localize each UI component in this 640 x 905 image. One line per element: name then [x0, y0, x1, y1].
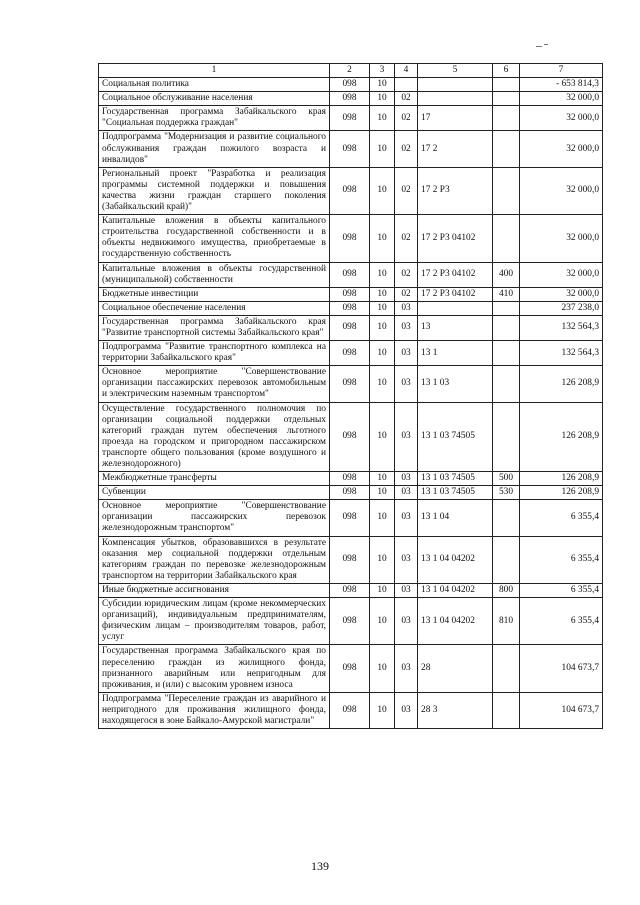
article-code: 17 2 P3 04102	[418, 262, 493, 287]
expense-type	[493, 645, 520, 692]
amount: 132 564,3	[520, 315, 603, 340]
admin-code: 098	[330, 598, 370, 645]
subsection-code: 02	[395, 131, 418, 167]
admin-code: 098	[330, 262, 370, 287]
row-name: Субвенции	[99, 486, 330, 500]
row-name: Социальное обеспечение населения	[99, 301, 330, 315]
article-code	[418, 92, 493, 106]
article-code: 13 1	[418, 341, 493, 366]
article-code: 13 1 03	[418, 366, 493, 402]
subsection-code: 02	[395, 167, 418, 214]
expense-type	[493, 402, 520, 472]
budget-table	[98, 63, 603, 729]
article-code: 17	[418, 106, 493, 131]
admin-code: 098	[330, 583, 370, 597]
section-code: 10	[370, 167, 395, 214]
admin-code: 098	[330, 106, 370, 131]
table-row	[99, 486, 603, 500]
row-name: Подпрограмма "Модернизация и развитие социального обслуживания граждан пожилого возраста и инвалидов"	[99, 131, 330, 167]
article-code: 13	[418, 315, 493, 340]
section-code: 10	[370, 131, 395, 167]
table-row	[99, 315, 603, 340]
row-name: Основное мероприятие "Совершенствование организации пассажирских перевозок железнодорожным транспортом"	[99, 500, 330, 536]
section-code: 10	[370, 402, 395, 472]
subsection-code: 03	[395, 315, 418, 340]
subsection-code: 03	[395, 583, 418, 597]
row-name: Региональный проект "Разработка и реализация программы системной поддержки и повышения качества жизни граждан старшего поколения (Забайкальский край)"	[99, 167, 330, 214]
subsection-code: 02	[395, 92, 418, 106]
article-code: 13 1 03 74505	[418, 472, 493, 486]
subsection-code: 03	[395, 598, 418, 645]
section-code: 10	[370, 583, 395, 597]
admin-code: 098	[330, 402, 370, 472]
expense-type	[493, 500, 520, 536]
amount: 32 000,0	[520, 262, 603, 287]
table-row	[99, 92, 603, 106]
expense-type: 530	[493, 486, 520, 500]
article-code: 13 1 03 74505	[418, 402, 493, 472]
amount: 126 208,9	[520, 366, 603, 402]
expense-type	[493, 167, 520, 214]
amount: 32 000,0	[520, 92, 603, 106]
section-code: 10	[370, 472, 395, 486]
subsection-code	[395, 78, 418, 92]
admin-code: 098	[330, 215, 370, 262]
expense-type	[493, 215, 520, 262]
admin-code: 098	[330, 645, 370, 692]
expense-type	[493, 536, 520, 583]
row-name: Социальное обслуживание населения	[99, 92, 330, 106]
article-code: 28	[418, 645, 493, 692]
subsection-code: 03	[395, 402, 418, 472]
row-name: Субсидии юридическим лицам (кроме некоммерческих организаций), индивидуальным предпринимателям, физическим лицам – производителям товаров, работ, услуг	[99, 598, 330, 645]
expense-type	[493, 341, 520, 366]
expense-type: 400	[493, 262, 520, 287]
table-row	[99, 472, 603, 486]
amount: 32 000,0	[520, 215, 603, 262]
expense-type	[493, 301, 520, 315]
admin-code: 098	[330, 315, 370, 340]
amount: 32 000,0	[520, 106, 603, 131]
admin-code: 098	[330, 301, 370, 315]
table-row	[99, 287, 603, 301]
admin-code: 098	[330, 692, 370, 728]
header-cell: 5	[418, 64, 493, 78]
header-cell: 7	[520, 64, 603, 78]
row-name: Государственная программа Забайкальского края "Развитие транспортной системы Забайкальского края"	[99, 315, 330, 340]
amount: 6 355,4	[520, 583, 603, 597]
section-code: 10	[370, 486, 395, 500]
section-code: 10	[370, 645, 395, 692]
subsection-code: 03	[395, 500, 418, 536]
row-name: Межбюджетные трансферты	[99, 472, 330, 486]
section-code: 10	[370, 315, 395, 340]
article-code: 17 2 P3 04102	[418, 287, 493, 301]
admin-code: 098	[330, 536, 370, 583]
table-body	[99, 64, 603, 729]
subsection-code: 03	[395, 472, 418, 486]
expense-type: 410	[493, 287, 520, 301]
admin-code: 098	[330, 472, 370, 486]
amount: 6 355,4	[520, 536, 603, 583]
table-row	[99, 366, 603, 402]
admin-code: 098	[330, 78, 370, 92]
table-row	[99, 536, 603, 583]
expense-type	[493, 78, 520, 92]
section-code: 10	[370, 215, 395, 262]
admin-code: 098	[330, 92, 370, 106]
amount: 126 208,9	[520, 402, 603, 472]
row-name: Социальная политика	[99, 78, 330, 92]
expense-type: 810	[493, 598, 520, 645]
table-row	[99, 106, 603, 131]
expense-type	[493, 131, 520, 167]
article-code: 13 1 04 04202	[418, 583, 493, 597]
article-code	[418, 301, 493, 315]
article-code: 13 1 04 04202	[418, 598, 493, 645]
table-row	[99, 262, 603, 287]
expense-type	[493, 92, 520, 106]
amount: 126 208,9	[520, 472, 603, 486]
table-row	[99, 500, 603, 536]
admin-code: 098	[330, 131, 370, 167]
amount: 132 564,3	[520, 341, 603, 366]
subsection-code: 03	[395, 341, 418, 366]
expense-type	[493, 315, 520, 340]
section-code: 10	[370, 598, 395, 645]
section-code: 10	[370, 92, 395, 106]
amount: 6 355,4	[520, 500, 603, 536]
subsection-code: 03	[395, 692, 418, 728]
article-code: 28 3	[418, 692, 493, 728]
article-code: 13 1 03 74505	[418, 486, 493, 500]
article-code	[418, 78, 493, 92]
subsection-code: 03	[395, 645, 418, 692]
admin-code: 098	[330, 500, 370, 536]
admin-code: 098	[330, 366, 370, 402]
expense-type: 500	[493, 472, 520, 486]
section-code: 10	[370, 536, 395, 583]
header-cell: 2	[330, 64, 370, 78]
section-code: 10	[370, 287, 395, 301]
table-row	[99, 341, 603, 366]
row-name: Основное мероприятие "Совершенствование организации пассажирских перевозок автомобильным и электрическим наземным транспортом"	[99, 366, 330, 402]
table-row	[99, 402, 603, 472]
amount: 32 000,0	[520, 167, 603, 214]
article-code: 13 1 04 04202	[418, 536, 493, 583]
section-code: 10	[370, 301, 395, 315]
row-name: Государственная программа Забайкальского края по переселению граждан из жилищного фонда, признанного аварийным или непригодным для проживания, и (или) с высоким уровнем износа	[99, 645, 330, 692]
amount: 32 000,0	[520, 287, 603, 301]
table-row	[99, 78, 603, 92]
amount: 104 673,7	[520, 645, 603, 692]
admin-code: 098	[330, 167, 370, 214]
amount: 237 238,0	[520, 301, 603, 315]
section-code: 10	[370, 78, 395, 92]
table-row	[99, 215, 603, 262]
row-name: Компенсация убытков, образовавшихся в результате оказания мер социальной поддержки отдельным категориям граждан по перевозке железнодорожным транспортом на территории Забайкальского края	[99, 536, 330, 583]
article-code: 17 2 P3	[418, 167, 493, 214]
expense-type	[493, 366, 520, 402]
header-cell: 4	[395, 64, 418, 78]
table-row	[99, 167, 603, 214]
header-cell: 1	[99, 64, 330, 78]
subsection-code: 02	[395, 215, 418, 262]
row-name: Капитальные вложения в объекты государственной (муниципальной) собственности	[99, 262, 330, 287]
section-code: 10	[370, 500, 395, 536]
row-name: Осуществление государственного полномочия по организации социальной поддержки отдельных категорий граждан путем обеспечения льготного проезда на городском и пригородном пассажирском транспорте общего пользования (кроме воздушного и железнодорожного)	[99, 402, 330, 472]
table-row	[99, 598, 603, 645]
table-row	[99, 692, 603, 728]
section-code: 10	[370, 341, 395, 366]
expense-type	[493, 692, 520, 728]
table-row	[99, 301, 603, 315]
scan-mark	[536, 46, 542, 47]
section-code: 10	[370, 262, 395, 287]
row-name: Подпрограмма "Переселение граждан из аварийного и непригодного для проживания жилищного фонда, находящегося в зоне Байкало-Амурской магистрали"	[99, 692, 330, 728]
subsection-code: 02	[395, 262, 418, 287]
amount: 32 000,0	[520, 131, 603, 167]
table-row	[99, 583, 603, 597]
amount: 6 355,4	[520, 598, 603, 645]
article-code: 13 1 04	[418, 500, 493, 536]
scan-mark	[544, 44, 548, 45]
article-code: 17 2 P3 04102	[418, 215, 493, 262]
admin-code: 098	[330, 486, 370, 500]
subsection-code: 02	[395, 106, 418, 131]
section-code: 10	[370, 366, 395, 402]
table-header-row	[99, 64, 603, 78]
row-name: Подпрограмма "Развитие транспортного комплекса на территории Забайкальского края"	[99, 341, 330, 366]
header-cell: 3	[370, 64, 395, 78]
expense-type	[493, 106, 520, 131]
section-code: 10	[370, 106, 395, 131]
subsection-code: 02	[395, 287, 418, 301]
row-name: Государственная программа Забайкальского края "Социальная поддержка граждан"	[99, 106, 330, 131]
row-name: Капитальные вложения в объекты капитального строительства государственной собственности и в объекты недвижимого имущества, приобретаемые в государственную собственность	[99, 215, 330, 262]
admin-code: 098	[330, 341, 370, 366]
expense-type: 800	[493, 583, 520, 597]
page-number: 139	[311, 859, 329, 873]
table-row	[99, 131, 603, 167]
amount: 104 673,7	[520, 692, 603, 728]
section-code: 10	[370, 692, 395, 728]
amount: 126 208,9	[520, 486, 603, 500]
row-name: Бюджетные инвестиции	[99, 287, 330, 301]
subsection-code: 03	[395, 536, 418, 583]
table-row	[99, 645, 603, 692]
row-name: Иные бюджетные ассигнования	[99, 583, 330, 597]
subsection-code: 03	[395, 301, 418, 315]
admin-code: 098	[330, 287, 370, 301]
subsection-code: 03	[395, 366, 418, 402]
amount: - 653 814,3	[520, 78, 603, 92]
header-cell: 6	[493, 64, 520, 78]
subsection-code: 03	[395, 486, 418, 500]
article-code: 17 2	[418, 131, 493, 167]
